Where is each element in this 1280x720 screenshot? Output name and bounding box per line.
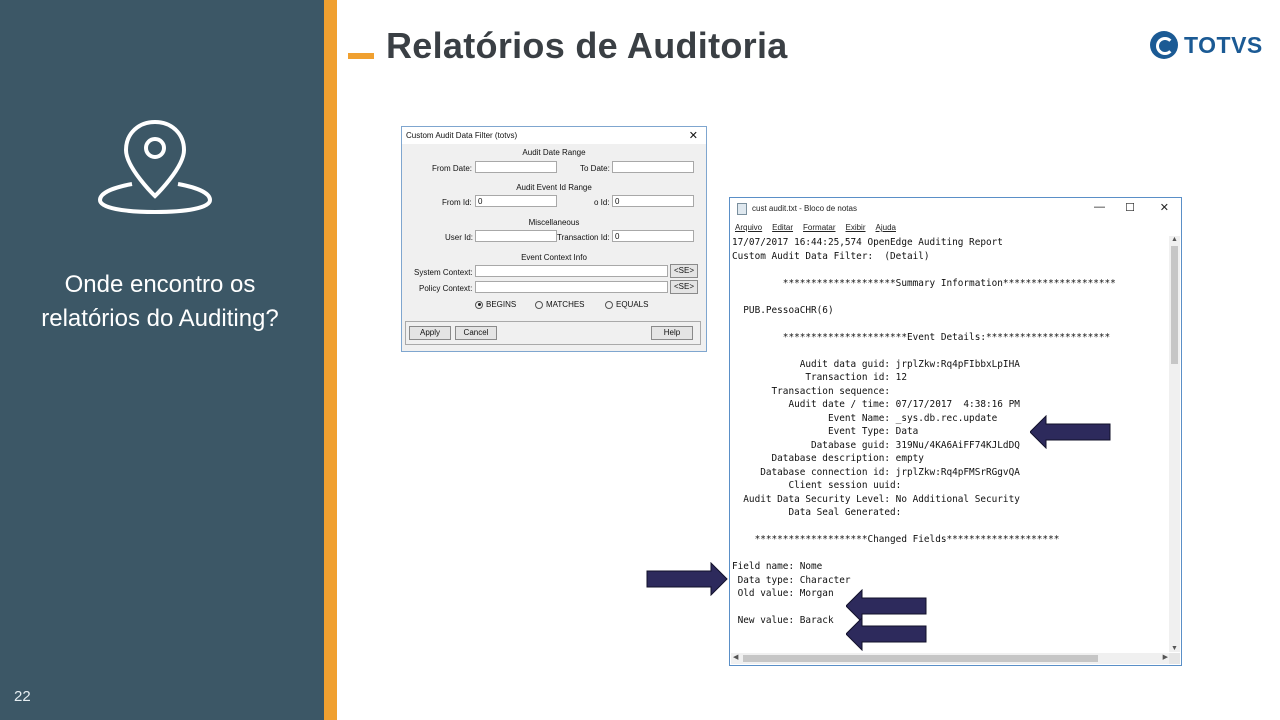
dialog-titlebar bbox=[402, 127, 706, 144]
transaction-id-label: Transaction Id: bbox=[557, 233, 610, 242]
arrow-right-icon bbox=[646, 562, 728, 596]
maximize-icon[interactable]: ☐ bbox=[1125, 202, 1135, 214]
notepad-line bbox=[732, 263, 1168, 277]
notepad-line bbox=[732, 547, 1168, 561]
scroll-up-icon[interactable]: ▲ bbox=[1171, 236, 1178, 243]
apply-button[interactable]: Apply bbox=[409, 326, 451, 340]
close-icon[interactable]: ✕ bbox=[688, 130, 698, 142]
menu-editar[interactable]: Editar bbox=[772, 223, 794, 232]
policy-context-input[interactable] bbox=[475, 281, 668, 293]
notepad-title: cust audit.txt - Bloco de notas bbox=[752, 204, 857, 213]
notepad-line: ********************Changed Fields******************** bbox=[732, 534, 1060, 545]
question-line-1: Onde encontro os bbox=[64, 271, 256, 298]
user-id-label: User Id: bbox=[445, 233, 474, 242]
notepad-line: 17/07/2017 16:44:25,574 OpenEdge Auditing Report bbox=[732, 237, 1003, 248]
title-accent-mark bbox=[348, 53, 374, 59]
notepad-line bbox=[732, 344, 1168, 358]
notepad-line: Event Name: _sys.db.rec.update bbox=[732, 412, 998, 424]
scrollbar-corner bbox=[1169, 653, 1180, 664]
question-line-2: relatórios do Auditing? bbox=[41, 305, 279, 332]
horizontal-scroll-thumb[interactable] bbox=[743, 655, 1098, 662]
radio-begins-label: BEGINS bbox=[486, 300, 517, 309]
help-button[interactable]: Help bbox=[651, 326, 693, 340]
notepad-line: Database guid: 319Nu/4KA6AiFF74KJLdDQ bbox=[732, 439, 1020, 451]
system-context-input[interactable] bbox=[475, 265, 668, 277]
page-title: Relatórios de Auditoria bbox=[386, 25, 788, 66]
radio-selected-icon bbox=[475, 301, 483, 309]
from-id-label: From Id: bbox=[442, 198, 472, 207]
section-event-range: Audit Event Id Range bbox=[516, 183, 592, 192]
notepad-line: Data type: Character bbox=[732, 574, 851, 586]
system-context-label: System Context: bbox=[414, 268, 473, 277]
radio-matches-label: MATCHES bbox=[546, 300, 585, 309]
user-id-input[interactable] bbox=[475, 230, 557, 242]
notepad-line bbox=[732, 520, 1168, 534]
section-context: Event Context Info bbox=[521, 253, 587, 262]
menu-exibir[interactable]: Exibir bbox=[845, 223, 866, 232]
radio-equals-label: EQUALS bbox=[616, 300, 649, 309]
menu-arquivo[interactable]: Arquivo bbox=[735, 223, 763, 232]
dialog-title: Custom Audit Data Filter (totvs) bbox=[406, 131, 518, 140]
scroll-right-icon[interactable]: ▶ bbox=[1162, 654, 1168, 661]
policy-context-select-button[interactable]: <SE> bbox=[670, 280, 698, 294]
radio-equals[interactable] bbox=[605, 300, 648, 309]
notepad-line: ********************Summary Information******************** bbox=[732, 277, 1116, 289]
sidebar-panel bbox=[0, 0, 324, 720]
notepad-line: Audit date / time: 07/17/2017 4:38:16 PM bbox=[732, 399, 1020, 410]
minimize-icon[interactable]: — bbox=[1094, 201, 1105, 213]
notepad-icon bbox=[737, 203, 747, 215]
notepad-line: Data Seal Generated: bbox=[732, 507, 902, 518]
notepad-line: Old value: Morgan bbox=[732, 588, 834, 599]
location-pin-icon bbox=[96, 118, 214, 216]
notepad-line: Database connection id: jrplZkw:Rq4pFMSrRGgvQA bbox=[732, 466, 1020, 478]
arrow-left-icon bbox=[1030, 415, 1112, 449]
notepad-line: **********************Event Details:********************** bbox=[732, 331, 1111, 343]
notepad-line: Audit Data Security Level: No Additional Security bbox=[732, 493, 1020, 505]
to-date-label: To Date: bbox=[580, 164, 610, 173]
notepad-line: Field name: Nome bbox=[732, 561, 823, 572]
sidebar-question bbox=[10, 268, 310, 336]
radio-begins[interactable] bbox=[475, 300, 516, 309]
to-date-input[interactable] bbox=[612, 161, 694, 173]
notepad-line bbox=[732, 601, 1168, 615]
notepad-line: Database description: empty bbox=[732, 453, 924, 464]
notepad-line: PUB.PessoaCHR(6) bbox=[732, 304, 834, 316]
vertical-scrollbar[interactable] bbox=[1169, 236, 1180, 652]
transaction-id-input[interactable]: 0 bbox=[612, 230, 694, 242]
section-misc: Miscellaneous bbox=[528, 218, 580, 227]
to-id-label: o Id: bbox=[594, 198, 610, 207]
menu-ajuda[interactable]: Ajuda bbox=[875, 223, 896, 232]
notepad-line: Client session uuid: bbox=[732, 480, 902, 491]
notepad-line: Audit data guid: jrplZkw:Rq4pFIbbxLpIHA bbox=[732, 358, 1020, 370]
radio-unselected-icon bbox=[535, 301, 543, 309]
section-date-range: Audit Date Range bbox=[522, 148, 586, 157]
notepad-line: Custom Audit Data Filter: (Detail) bbox=[732, 250, 930, 262]
from-id-input[interactable]: 0 bbox=[475, 195, 557, 207]
radio-matches[interactable] bbox=[535, 300, 585, 309]
policy-context-label: Policy Context: bbox=[419, 284, 473, 293]
from-date-label: From Date: bbox=[432, 164, 473, 173]
notepad-line: Transaction id: 12 bbox=[732, 372, 907, 383]
page-number: 22 bbox=[14, 688, 31, 705]
totvs-logo bbox=[1150, 28, 1263, 62]
notepad-line: New value: Barack bbox=[732, 615, 834, 626]
radio-unselected-icon bbox=[605, 301, 613, 309]
notepad-menu-bar bbox=[735, 223, 896, 232]
cancel-button[interactable]: Cancel bbox=[455, 326, 497, 340]
horizontal-scrollbar[interactable] bbox=[731, 653, 1170, 664]
notepad-line bbox=[732, 290, 1168, 304]
arrow-left-icon bbox=[846, 617, 928, 651]
from-date-input[interactable] bbox=[475, 161, 557, 173]
notepad-line: Event Type: Data bbox=[732, 426, 919, 437]
notepad-window bbox=[729, 197, 1182, 666]
close-icon[interactable]: ✕ bbox=[1159, 202, 1169, 214]
accent-bar bbox=[324, 0, 337, 720]
scroll-left-icon[interactable]: ◀ bbox=[733, 654, 739, 661]
to-id-input[interactable]: 0 bbox=[612, 195, 694, 207]
menu-formatar[interactable]: Formatar bbox=[803, 223, 836, 232]
totvs-logo-icon bbox=[1150, 31, 1178, 59]
system-context-select-button[interactable]: <SE> bbox=[670, 264, 698, 278]
notepad-line bbox=[732, 317, 1168, 331]
scroll-down-icon[interactable]: ▼ bbox=[1171, 645, 1178, 652]
logo-text: TOTVS bbox=[1184, 31, 1263, 58]
vertical-scroll-thumb[interactable] bbox=[1171, 246, 1178, 364]
audit-filter-dialog bbox=[401, 126, 707, 352]
notepad-line: Transaction sequence: bbox=[732, 385, 891, 397]
notepad-titlebar bbox=[730, 198, 1181, 220]
